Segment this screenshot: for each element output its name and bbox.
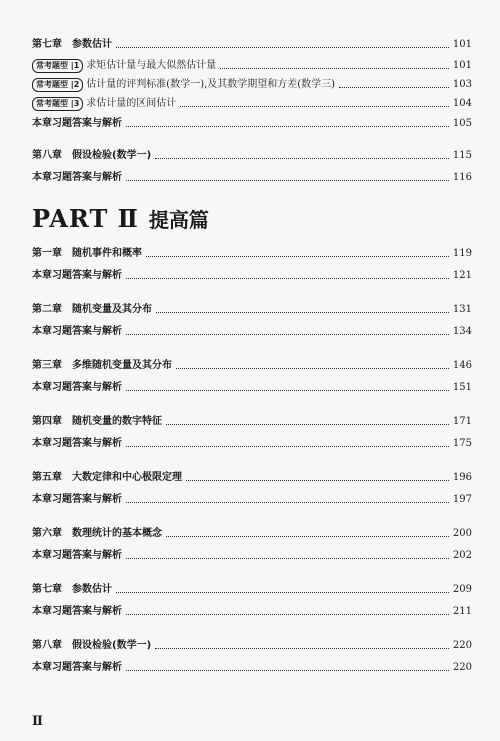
dot-leader (339, 86, 449, 88)
page-number: 146 (452, 360, 472, 371)
dot-leader (126, 613, 449, 615)
question-type-title: 求估计量的区间估计 (86, 98, 177, 109)
page-number: 116 (452, 172, 472, 183)
toc-entry-chapter[interactable] (32, 148, 472, 164)
toc-entry-chapter[interactable] (32, 246, 472, 262)
dot-leader (166, 423, 449, 425)
part-title: 提高篇 (148, 208, 209, 232)
chapter-title: 第二章 随机变量及其分布 (32, 304, 152, 315)
page-number: 202 (452, 550, 472, 561)
page-number: 171 (452, 416, 472, 427)
toc-entry-answers[interactable] (32, 492, 472, 508)
chapter-title: 第六章 数理统计的基本概念 (32, 528, 162, 539)
page-number: 220 (452, 640, 472, 651)
chapter-title: 第三章 多维随机变量及其分布 (32, 360, 172, 371)
page-number: 131 (452, 304, 472, 315)
chapter-title: 第五章 大数定律和中心极限定理 (32, 472, 182, 483)
answers-title: 本章习题答案与解析 (32, 438, 122, 449)
dot-leader (156, 311, 449, 313)
page-folio: Ⅱ (32, 714, 43, 729)
toc-entry-answers[interactable] (32, 548, 472, 564)
dot-leader (126, 669, 449, 671)
page-number: 101 (452, 39, 472, 50)
dot-leader (176, 367, 449, 369)
answers-title: 本章习题答案与解析 (32, 662, 122, 673)
toc-entry-chapter[interactable] (32, 414, 472, 430)
page-number: 209 (452, 584, 472, 595)
dot-leader (126, 445, 449, 447)
page-number: 196 (452, 472, 472, 483)
toc-entry-answers[interactable] (32, 660, 472, 676)
chapter-title: 第八章 假设检验(数学一) (32, 640, 152, 651)
page-number: 197 (452, 494, 472, 505)
toc-entry-chapter[interactable] (32, 470, 472, 486)
answers-title: 本章习题答案与解析 (32, 118, 122, 129)
dot-leader (166, 535, 449, 537)
chapter-title: 第一章 随机事件和概率 (32, 248, 142, 259)
dot-leader (126, 501, 449, 503)
page-number: 119 (452, 248, 472, 259)
page-number: 175 (452, 438, 472, 449)
chapter-title: 第七章 参数估计 (32, 39, 112, 50)
page-number: 105 (452, 118, 472, 129)
chapter-title: 第七章 参数估计 (32, 584, 112, 595)
toc-entry-chapter[interactable] (32, 526, 472, 542)
page-number: 115 (452, 150, 472, 161)
question-type-badge: 常考题型 | 3 (32, 97, 83, 111)
page-number: 151 (452, 382, 472, 393)
answers-title: 本章习题答案与解析 (32, 550, 122, 561)
chapter-title: 第四章 随机变量的数字特征 (32, 416, 162, 427)
toc-entry-chapter[interactable] (32, 638, 472, 654)
page-number: 211 (452, 606, 472, 617)
dot-leader (155, 157, 449, 159)
answers-title: 本章习题答案与解析 (32, 172, 122, 183)
toc-entry-answers[interactable] (32, 324, 472, 340)
dot-leader (146, 255, 449, 257)
dot-leader (126, 389, 449, 391)
dot-leader (126, 557, 449, 559)
dot-leader (126, 179, 449, 181)
toc-entry-answers[interactable] (32, 170, 472, 186)
answers-title: 本章习题答案与解析 (32, 494, 122, 505)
dot-leader (180, 105, 449, 107)
question-type-title: 求矩估计量与最大似然估计量 (86, 60, 217, 71)
toc-entry-answers[interactable] (32, 380, 472, 396)
dot-leader (155, 647, 449, 649)
page-number: 134 (452, 326, 472, 337)
toc-entry-chapter[interactable] (32, 582, 472, 598)
toc-entry-answers[interactable] (32, 604, 472, 620)
question-type-badge: 常考题型 | 2 (32, 78, 83, 92)
page-number: 200 (452, 528, 472, 539)
toc-entry-question-type[interactable] (32, 58, 472, 74)
toc-entry-chapter[interactable] (32, 358, 472, 374)
answers-title: 本章习题答案与解析 (32, 326, 122, 337)
page-number: 121 (452, 270, 472, 281)
dot-leader (116, 591, 449, 593)
part-heading (32, 204, 209, 240)
answers-title: 本章习题答案与解析 (32, 270, 122, 281)
toc-entry-answers[interactable] (32, 436, 472, 452)
page-number: 104 (452, 98, 472, 109)
toc-entry-question-type[interactable] (32, 77, 472, 93)
page-number: 220 (452, 662, 472, 673)
page-number: 101 (452, 60, 472, 71)
toc-entry-chapter[interactable] (32, 302, 472, 318)
answers-title: 本章习题答案与解析 (32, 382, 122, 393)
question-type-title: 估计量的评判标准(数学一),及其数学期望和方差(数学三) (86, 79, 336, 90)
dot-leader (126, 125, 449, 127)
dot-leader (186, 479, 449, 481)
chapter-title: 第八章 假设检验(数学一) (32, 150, 152, 161)
dot-leader (126, 333, 449, 335)
toc-entry-answers[interactable] (32, 268, 472, 284)
dot-leader (126, 277, 449, 279)
answers-title: 本章习题答案与解析 (32, 606, 122, 617)
dot-leader (116, 46, 449, 48)
toc-entry-chapter[interactable] (32, 37, 472, 53)
toc-entry-answers[interactable] (32, 116, 472, 132)
page-number: 103 (452, 79, 472, 90)
toc-entry-question-type[interactable] (32, 96, 472, 112)
question-type-badge: 常考题型 | 1 (32, 59, 83, 73)
part-label: PART Ⅱ (32, 204, 139, 233)
dot-leader (220, 67, 449, 69)
